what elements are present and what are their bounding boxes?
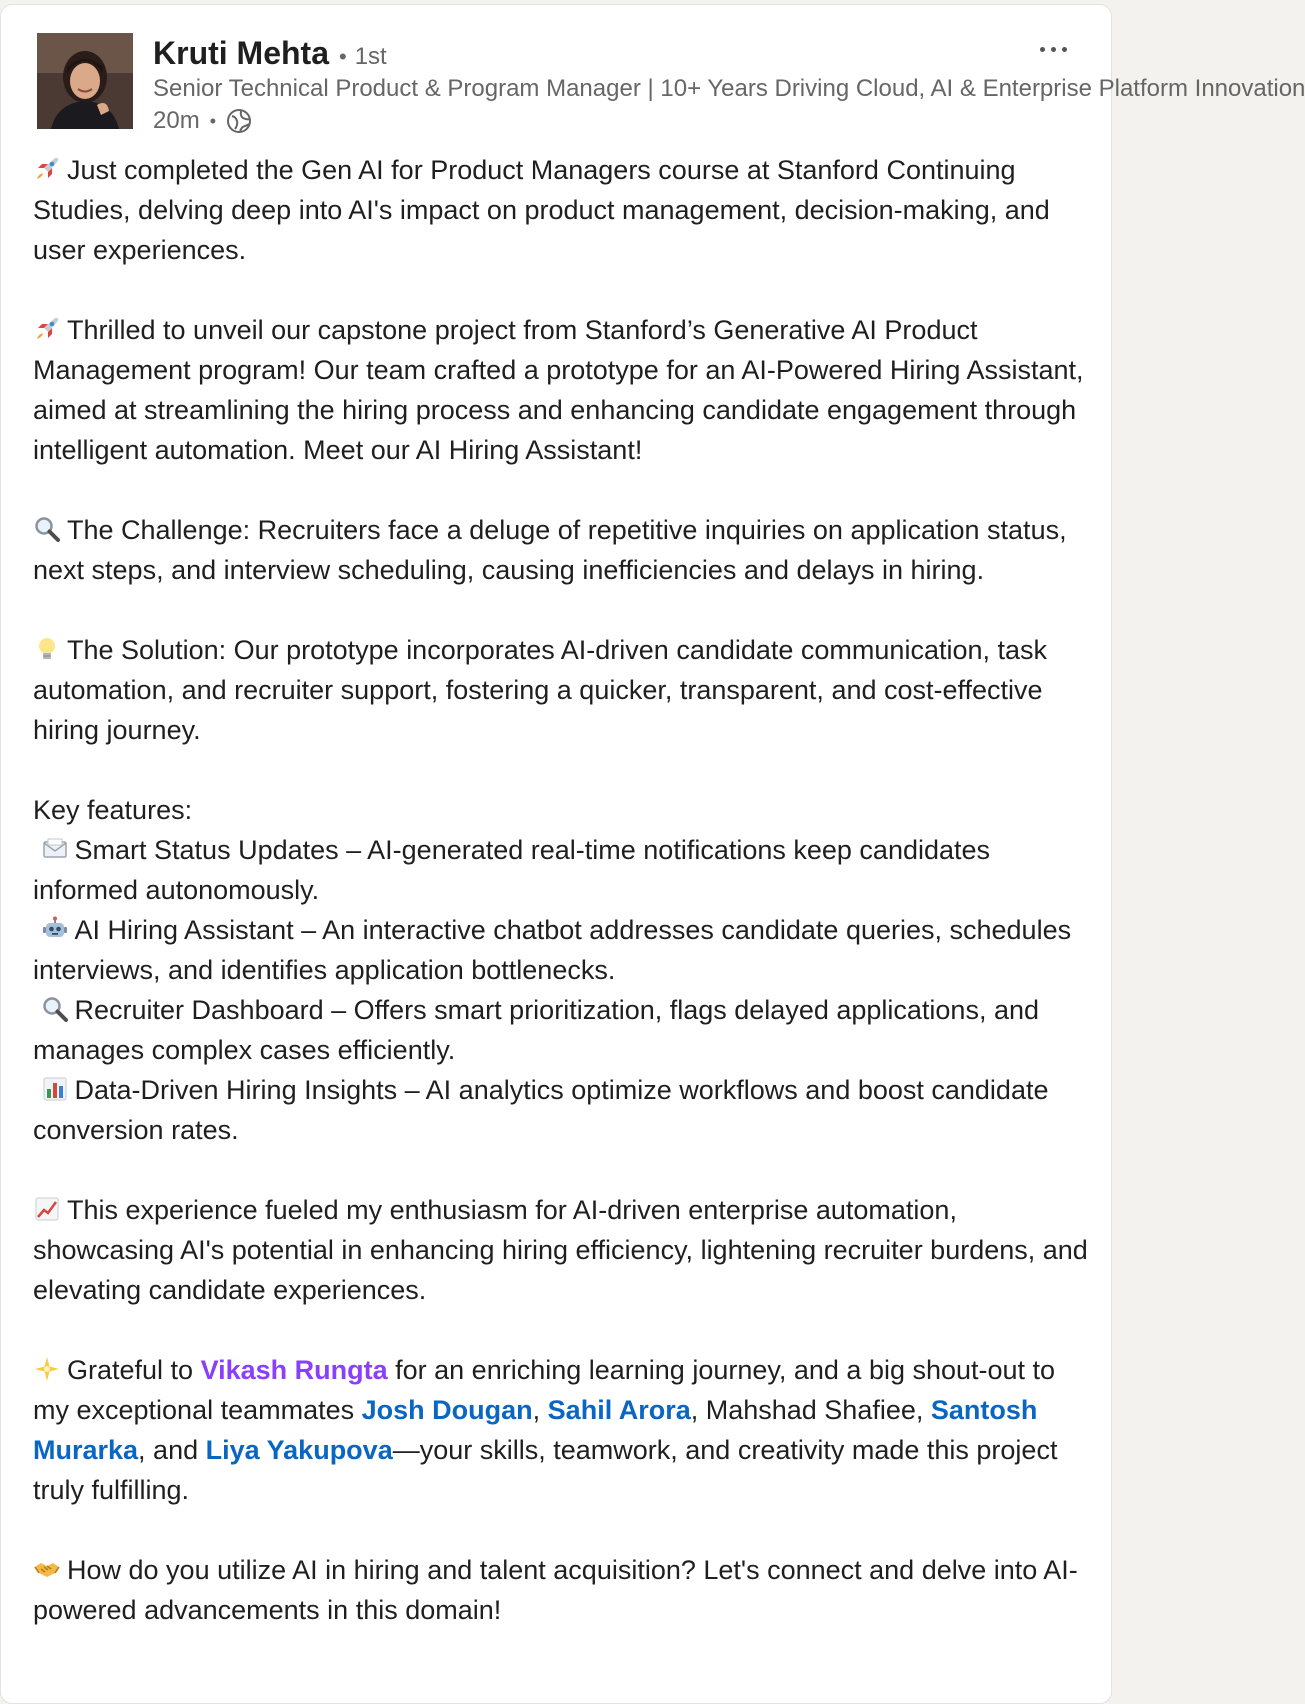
avatar-image bbox=[37, 33, 133, 129]
post-paragraph bbox=[33, 1350, 1093, 1510]
feature-text: Data-Driven Hiring Insights – AI analytics optimize workflows and boost candidate conversion rates. bbox=[33, 1075, 1049, 1145]
handshake-icon bbox=[33, 1555, 61, 1583]
paragraph-text: How do you utilize AI in hiring and talent acquisition? Let's connect and delve into AI-powered advancements in this domain! bbox=[33, 1555, 1078, 1625]
magnifier-icon bbox=[41, 995, 69, 1023]
paragraph-text: Thrilled to unveil our capstone project from Stanford’s Generative AI Product Management program! Our team crafted a prototype for an AI-Powered Hiring Assistant, aimed at streamlining the hiring process and enhancing candidate engagement through intelligent automation. Meet our AI Hiring Assistant! bbox=[33, 315, 1084, 465]
lightbulb-icon bbox=[33, 635, 61, 663]
feature-text: Recruiter Dashboard – Offers smart prioritization, flags delayed applications, and manages complex cases efficiently. bbox=[33, 995, 1040, 1065]
paragraph-text: , bbox=[532, 1395, 548, 1425]
paragraph-text: , Mahshad Shafiee, bbox=[690, 1395, 931, 1425]
magnifier-icon bbox=[33, 515, 61, 543]
globe-icon bbox=[226, 108, 252, 134]
separator-dot: • bbox=[339, 44, 347, 69]
mention-link[interactable]: Liya Yakupova bbox=[205, 1435, 393, 1465]
envelope-icon bbox=[41, 835, 69, 863]
post-meta bbox=[153, 107, 252, 135]
author-name[interactable]: Kruti Mehta bbox=[153, 35, 329, 71]
paragraph-text: Grateful to bbox=[67, 1355, 201, 1385]
separator-dot: • bbox=[209, 110, 216, 131]
connection-degree: 1st bbox=[354, 43, 387, 70]
sparkle-icon bbox=[33, 1355, 61, 1383]
features-heading: Key features: bbox=[33, 795, 193, 825]
more-options-button[interactable] bbox=[1029, 35, 1077, 63]
author-headline: Senior Technical Product & Program Manager | 10+ Years Driving Cloud, AI & Enterprise Platform Innovation bbox=[153, 75, 1305, 102]
post-paragraph bbox=[33, 310, 1093, 470]
post-paragraph bbox=[33, 150, 1093, 270]
post-paragraph bbox=[33, 1550, 1093, 1630]
rocket-icon bbox=[33, 155, 61, 183]
mention-link[interactable]: Vikash Rungta bbox=[200, 1355, 388, 1385]
bar-chart-icon bbox=[41, 1075, 69, 1103]
feature-text: AI Hiring Assistant – An interactive chatbot addresses candidate queries, schedules interviews, and identifies application bottlenecks. bbox=[33, 915, 1072, 985]
post-header bbox=[1, 5, 1305, 141]
paragraph-text: This experience fueled my enthusiasm for AI-driven enterprise automation, showcasing AI's potential in enhancing hiring efficiency, lightening recruiter burdens, and elevating candidate experiences. bbox=[33, 1195, 1088, 1305]
post-paragraph bbox=[33, 1190, 1093, 1310]
paragraph-text: —your skills, teamwork, and creativity made this project truly fulfilling. bbox=[33, 1435, 1058, 1505]
more-dot-icon bbox=[1040, 47, 1045, 52]
feature-item bbox=[33, 830, 1093, 910]
features-block bbox=[33, 790, 1093, 1150]
rocket-icon bbox=[33, 315, 61, 343]
avatar[interactable] bbox=[37, 33, 133, 129]
post-paragraph bbox=[33, 630, 1093, 750]
robot-icon bbox=[41, 915, 69, 943]
paragraph-text: The Solution: Our prototype incorporates AI-driven candidate communication, task automation, and recruiter support, fostering a quicker, transparent, and cost-effective hiring journey. bbox=[33, 635, 1048, 745]
paragraph-text: Just completed the Gen AI for Product Managers course at Stanford Continuing Studies, delving deep into AI's impact on product management, decision-making, and user experiences. bbox=[33, 155, 1050, 265]
post-paragraph bbox=[33, 510, 1093, 590]
mention-link[interactable]: Sahil Arora bbox=[547, 1395, 691, 1425]
paragraph-text: for an enriching learning journey, and a big shout-out to my exceptional teammates bbox=[33, 1355, 1056, 1425]
paragraph-text: , and bbox=[138, 1435, 206, 1465]
post-card bbox=[0, 4, 1305, 1704]
feature-item bbox=[33, 990, 1093, 1070]
post-time[interactable]: 20m bbox=[153, 107, 200, 134]
author-name-row bbox=[153, 35, 387, 72]
feature-item bbox=[33, 1070, 1093, 1150]
post-body bbox=[33, 150, 1093, 1630]
mention-link[interactable]: Josh Dougan bbox=[361, 1395, 533, 1425]
feature-item bbox=[33, 910, 1093, 990]
paragraph-text: The Challenge: Recruiters face a deluge of repetitive inquiries on application status, next steps, and interview scheduling, causing inefficiencies and delays in hiring. bbox=[33, 515, 1067, 585]
feature-text: Smart Status Updates – AI-generated real-time notifications keep candidates informed autonomously. bbox=[33, 835, 991, 905]
trend-chart-icon bbox=[33, 1195, 61, 1223]
mention-link[interactable]: Santosh Murarka bbox=[33, 1395, 1038, 1465]
more-dot-icon bbox=[1062, 47, 1067, 52]
more-dot-icon bbox=[1051, 47, 1056, 52]
